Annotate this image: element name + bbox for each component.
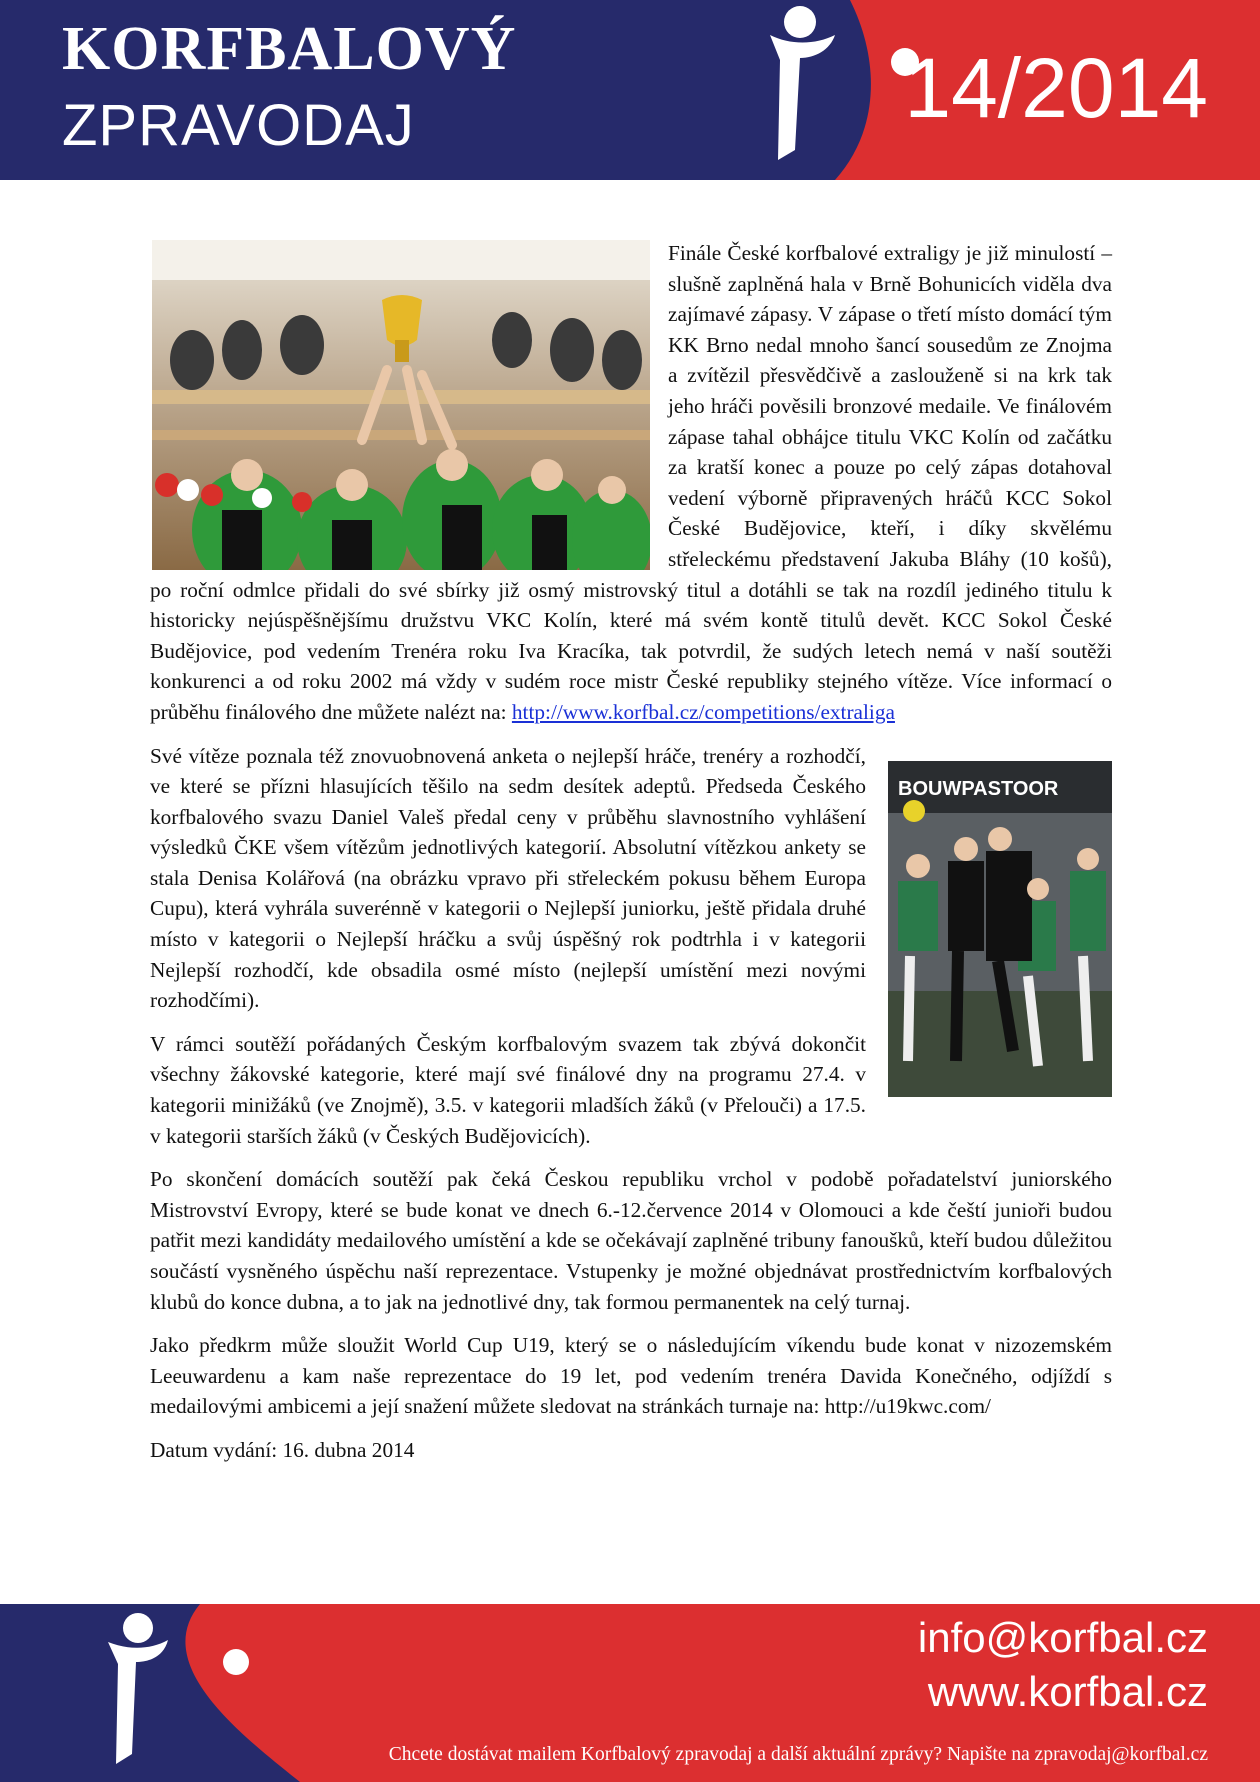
publication-date: Datum vydání: 16. dubna 2014 — [150, 1437, 415, 1462]
contact-email[interactable]: info@korfbal.cz — [917, 1614, 1208, 1661]
issue-number: 14/2014 — [904, 41, 1208, 135]
team-celebration-photo — [152, 240, 650, 570]
article-paragraph-1-text: Finále České korfbalové extraligy je již minulostí – slušně zaplněná hala v Brně Bohunicích viděla dva zajímavé zápasy. V zápase o třetí místo domácí tým KK Brno nedal mnoho šancí sousedům ze Znojma a zvítězil přesvědčivě a zaslouženě si na krk tak jeho hráči pověsili bronzové medaile. Ve finálovém zápase tahal obhájce titulu VKC Kolín od začátku za kratší konec a pouze po celý zápas dotahoval vedení výborně připravených hráčů KCC Sokol České Budějovice, kteří, i díky skvělému střeleckému představení Jakuba Bláhy (10 košů), po roční odmlce přidali do své sbírky již osmý mistrovský titul a dotáhli se tak na rozdíl jediného titulu k historicky nejúspěšnějšímu družstvu VKC Kolín, které má svém kontě titulů devět. KCC Sokol České Budějovice, pod vedením Trenéra roku Iva Kracíka, tak potvrdil, že sudých letech nemá v naší soutěži konkurenci a od roku 2002 má vždy v sudém roce mistr České republiky stejného vítěze. Více informací o průběhu finálového dne můžete nalézt na: — [150, 241, 1112, 724]
newsletter-subscribe-note: Chcete dostávat mailem Korfbalový zpravodaj a další aktuální zprávy? Napište na zpravodaj@korfbal.cz — [388, 1744, 1208, 1765]
article-paragraph-2: Své vítěze poznala též znovuobnovená anketa o nejlepší hráče, trenéry a rozhodčí, ve které se přízni hlasujících těšilo na sedm desítek adeptů. Předseda Českého korfbalového svazu Daniel Valeš předal ceny v průběhu slavnostního vyhlášení výsledků ČKE všem vítězům jednotlivých kategorií. Absolutní vítězkou ankety se stala Denisa Kolářová (na obrázku vpravo při střeleckém pokusu během Europa Cupu), která vyhrála suverénně v kategorii o Nejlepší juniorku, ještě přidala druhé místo v kategorii o Nejlepší hráčku a svůj úspěšný rok podtrhla i v kategorii Nejlepší rozhodčí, kde obsadila osmé místo (nejlepší umístění mezi novými rozhodčími). — [150, 743, 866, 1013]
newsletter-title-line1: KORFBALOVÝ — [62, 15, 517, 83]
website-link[interactable]: www.korfbal.cz — [927, 1668, 1208, 1715]
article-paragraph-3: V rámci soutěží pořádaných Českým korfbalovým svazem tak zbývá dokončit všechny žákovské kategorie, které mají své finálové dny na programu 27.4. v kategorii minižáků (ve Znojmě), 3.5. v kategorii mladších žáků (v Přelouči) a 17.5. v kategorii starších žáků (v Českých Budějovicích). — [150, 1031, 866, 1148]
photo-banner-text: BOUWPASTOOR — [898, 777, 1059, 800]
newsletter-title-line2: ZPRAVODAJ — [62, 93, 415, 158]
article-paragraph-5: Jako předkrm může sloužit World Cup U19, který se o následujícím víkendu bude konat v nizozemském Leeuwardenu a kam naše reprezentace do 19 let, pod vedením trenéra Davida Konečného, odjíždí s medailovými ambicemi a její snažení můžete sledovat na stránkách turnaje na: http://u19kwc.com/ — [150, 1333, 1112, 1419]
article-paragraph-4: Po skončení domácích soutěží pak čeká Českou republiku vrchol v podobě pořadatelství juniorského Mistrovství Evropy, které se bude konat ve dnech 6.-12.července 2014 v Olomouci a kde čeští junioři budou patřit mezi kandidáty medailového umístění a kde se očekávají zaplněné tribuny fanoušků, kteří budou důležitou součástí vysněného úspěchu naší reprezentace. Vstupenky je možné objednávat prostřednictvím korfbalových klubů do konce dubna, a to jak na jednotlivé dny, tak formou permanentek na celý turnaj. — [150, 1167, 1112, 1314]
article-body — [150, 238, 1112, 1479]
player-shooting-photo — [888, 761, 1112, 1097]
newsletter-footer — [0, 1604, 1260, 1782]
extraliga-link[interactable]: http://www.korfbal.cz/competitions/extraliga — [511, 699, 895, 724]
newsletter-header — [0, 0, 1260, 180]
